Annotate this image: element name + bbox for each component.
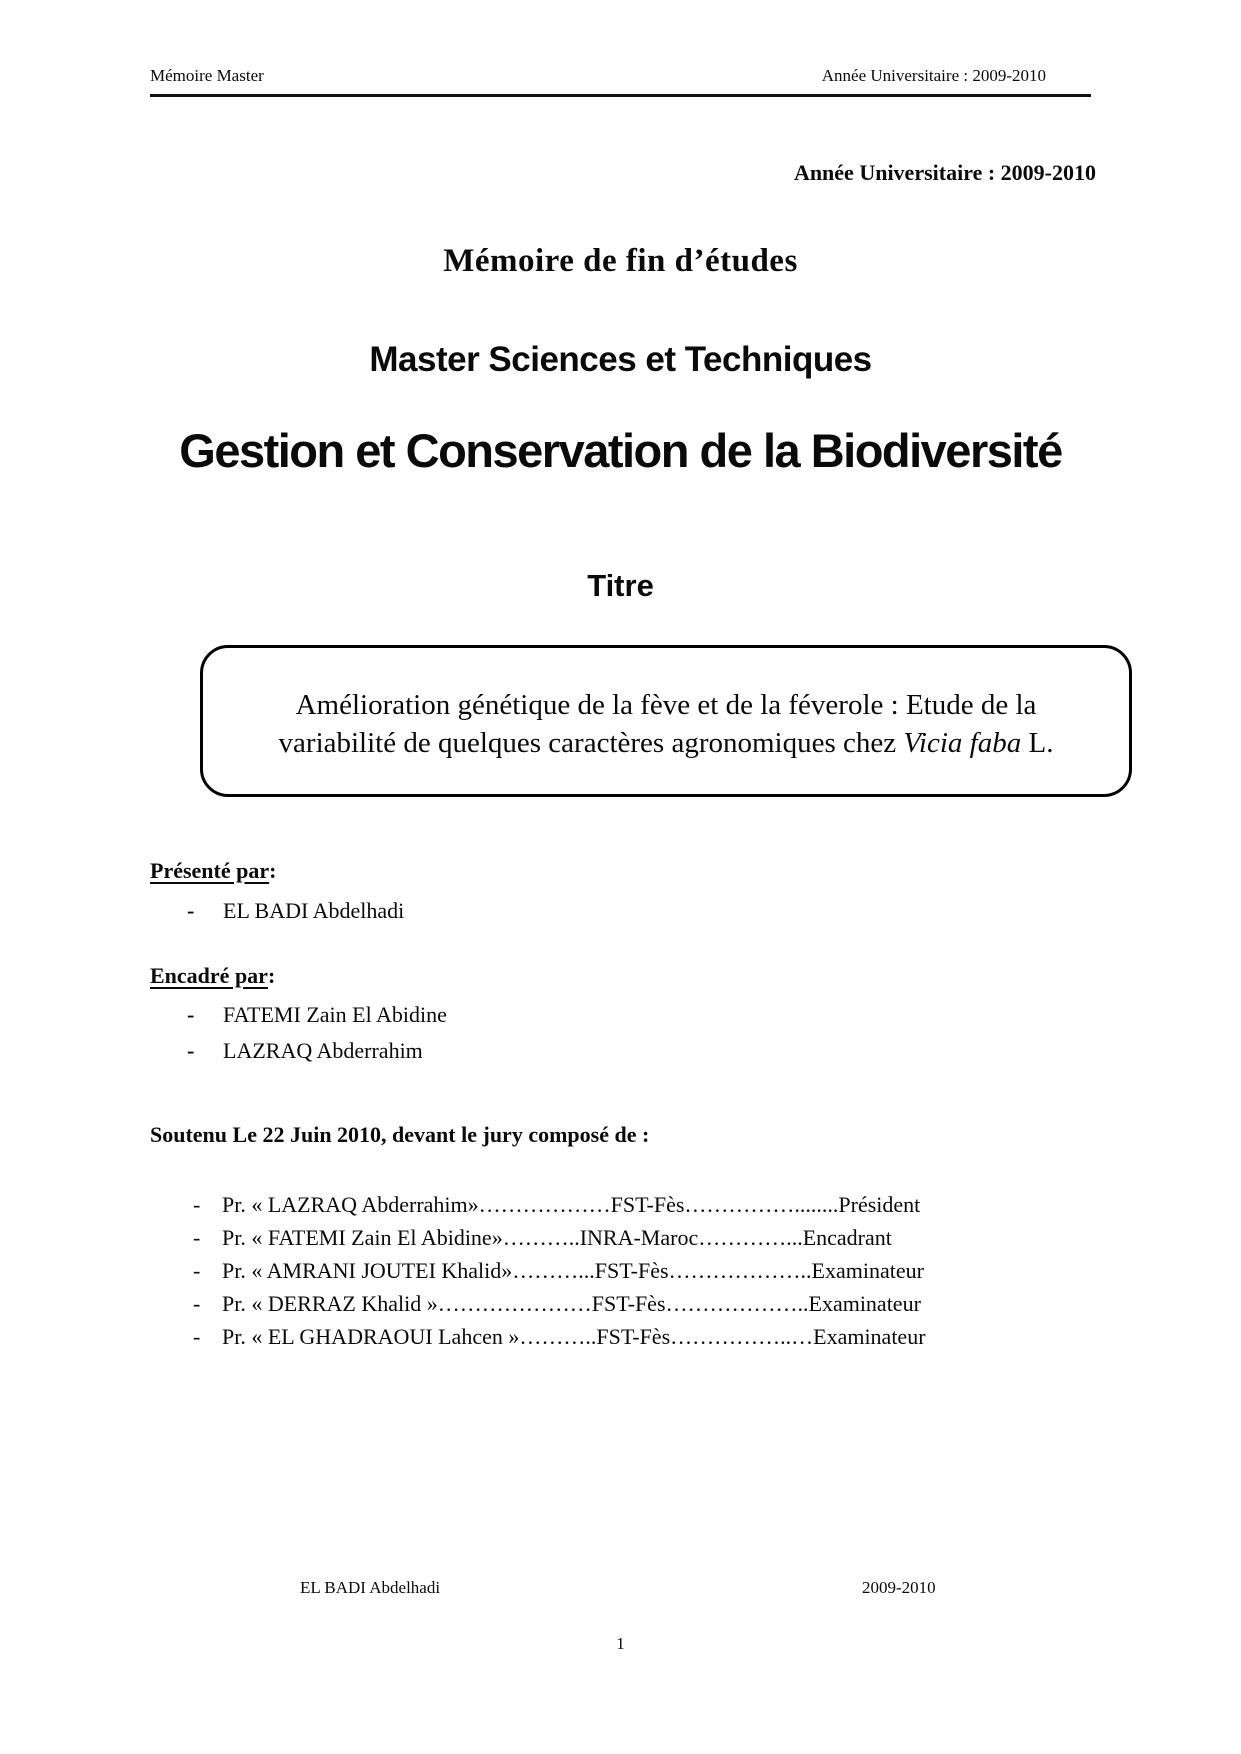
supervised-by-colon: :	[267, 963, 276, 988]
author-name: EL BADI Abdelhadi	[223, 898, 405, 923]
header-document-label: Mémoire Master	[150, 66, 264, 85]
program-title: Master Sciences et Techniques	[369, 340, 872, 379]
dash-bullet: -	[187, 898, 195, 923]
jury-list	[193, 1192, 926, 1357]
jury-item	[193, 1324, 926, 1357]
jury-item	[193, 1225, 926, 1258]
dash-bullet: -	[187, 1038, 195, 1063]
supervisor-item	[187, 1038, 423, 1064]
footer-year: 2009-2010	[862, 1578, 936, 1597]
presented-by-label: Présenté par	[150, 858, 270, 883]
species-name-italic: Vicia faba	[903, 727, 1022, 759]
jury-member: Pr. « EL GHADRAOUI Lahcen »………..FST-Fès……………..…Examinateur	[222, 1324, 926, 1349]
document-type-title: Mémoire de fin d’études	[443, 243, 798, 279]
footer-author: EL BADI Abdelhadi	[300, 1578, 441, 1597]
presented-by-item	[187, 898, 404, 924]
header-academic-year: Année Universitaire : 2009-2010	[821, 66, 1046, 85]
jury-member: Pr. « DERRAZ Khalid »…………………FST-Fès………………..Examinateur	[222, 1291, 921, 1316]
supervised-by-heading	[150, 963, 275, 989]
jury-item	[193, 1291, 926, 1324]
dash-bullet: -	[193, 1258, 201, 1283]
jury-member: Pr. « LAZRAQ Abderrahim»………………FST-Fès……………........Président	[222, 1192, 921, 1217]
dash-bullet: -	[193, 1225, 201, 1250]
thesis-title-line2	[203, 724, 1129, 762]
defense-line: Soutenu Le 22 Juin 2010, devant le jury composé de :	[150, 1122, 650, 1147]
dash-bullet: -	[193, 1291, 201, 1316]
supervisor-name: FATEMI Zain El Abidine	[223, 1002, 447, 1027]
supervisor-item	[187, 1002, 447, 1028]
academic-year-line: Année Universitaire : 2009-2010	[793, 160, 1096, 185]
supervised-by-label: Encadré par	[150, 963, 268, 988]
jury-item	[193, 1192, 926, 1225]
thesis-title-line2-text: variabilité de quelques caractères agronomiques chez	[278, 727, 904, 759]
dash-bullet: -	[193, 1324, 201, 1349]
presented-by-colon: :	[269, 858, 277, 883]
presented-by-heading	[150, 858, 276, 884]
jury-member: Pr. « FATEMI Zain El Abidine»………..INRA-Maroc…………...Encadrant	[222, 1225, 892, 1250]
thesis-title-line2-suffix: L.	[1021, 727, 1054, 759]
page-number: 1	[616, 1634, 625, 1653]
header-rule	[150, 94, 1091, 97]
degree-title: Gestion et Conservation de la Biodiversité	[179, 424, 1062, 477]
thesis-title-line1: Amélioration génétique de la fève et de la féverole : Etude de la	[295, 689, 1037, 721]
titre-label: Titre	[587, 568, 654, 603]
jury-member: Pr. « AMRANI JOUTEI Khalid»………...FST-Fès………………..Examinateur	[222, 1258, 924, 1283]
dash-bullet: -	[193, 1192, 201, 1217]
supervisor-name: LAZRAQ Abderrahim	[223, 1038, 423, 1063]
dash-bullet: -	[187, 1002, 195, 1027]
thesis-title-box	[200, 645, 1132, 797]
jury-item	[193, 1258, 926, 1291]
